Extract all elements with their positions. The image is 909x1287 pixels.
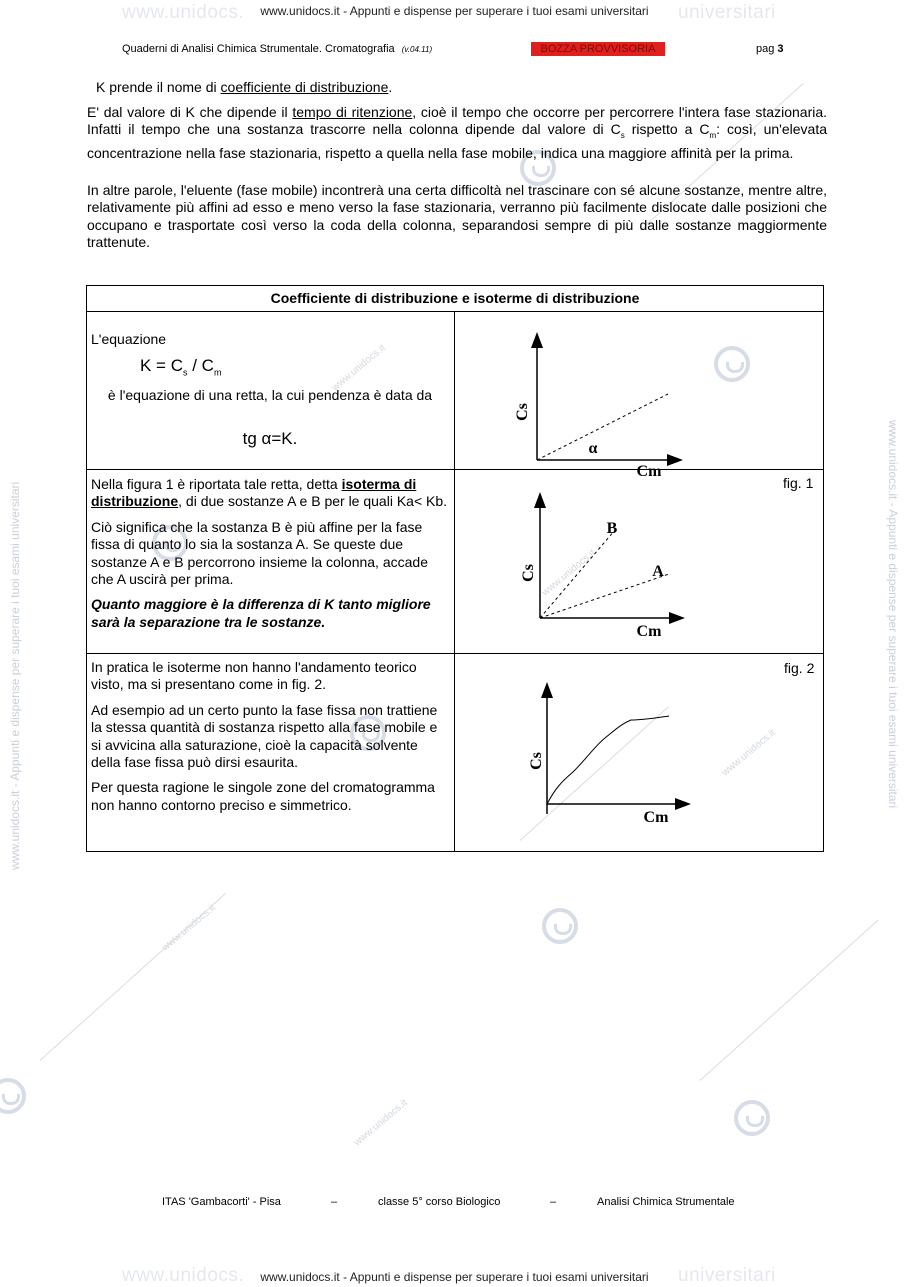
paragraph-k-name: K prende il nome di coefficiente di distribuzione. bbox=[96, 79, 393, 95]
isotherm-line-a bbox=[540, 574, 669, 618]
equation-intro: L'equazione bbox=[91, 331, 167, 347]
y-axis-arrow-icon bbox=[531, 332, 543, 348]
equation-formula: $K = C_s / C_m$ bbox=[140, 356, 222, 378]
watermark-side-right: www.unidocs.it - Appunti e dispense per superare i tuoi esami universitari bbox=[886, 420, 900, 809]
alpha-label: α bbox=[588, 440, 598, 457]
graph-linear-isotherm bbox=[455, 312, 823, 480]
footer-subject: Analisi Chimica Strumentale bbox=[597, 1196, 735, 1208]
series-a-label: A bbox=[652, 563, 664, 580]
table-title: Coefficiente di distribuzione e isoterme di distribuzione bbox=[270, 290, 640, 306]
saturation-text: Ad esempio ad un certo punto la fase fissa non trattiene la stessa quantità di sostanza rispetto alla fase mobile e si avvicina alla saturazione, cioè la capacità solvente della fase fissa può dirsi esaurita. bbox=[91, 701, 438, 771]
watermark-top: www.unidocs.it - Appunti e dispense per superare i tuoi esami universitari bbox=[260, 4, 649, 18]
footer-class: classe 5° corso Biologico bbox=[378, 1196, 501, 1208]
watermark-bottom: www.unidocs.it - Appunti e dispense per superare i tuoi esami universitari bbox=[260, 1270, 649, 1284]
fig-2-label: fig. 2 bbox=[784, 660, 815, 676]
fig-1-label: fig. 1 bbox=[783, 475, 814, 491]
footer-dash: – bbox=[331, 1196, 338, 1208]
graph-real-isotherm bbox=[455, 654, 823, 851]
draft-badge: BOZZA PROVVISORIA bbox=[531, 42, 665, 56]
x-axis-label: Cm bbox=[636, 623, 662, 640]
watermark-diag-2: www.unidocs.it bbox=[540, 547, 598, 599]
equation-slope: tg α=K. bbox=[242, 429, 298, 448]
isotherm-line bbox=[537, 394, 668, 460]
watermark-ghost-right-bottom: universitari bbox=[678, 1265, 776, 1286]
chromatogram-text: Per questa ragione le singole zone del cromatogramma non hanno contorno preciso e simmetrico. bbox=[91, 779, 435, 813]
watermark-ghost-left: www.unidocs. bbox=[122, 2, 245, 23]
watermark-ghost-left-bottom: www.unidocs. bbox=[122, 1265, 245, 1286]
paragraph-retention-time: E' dal valore di K che dipende il tempo di ritenzione, cioè il tempo che occorre per percorrere l'intera fase stazionaria. Infatti il tempo che una sostanza trascorre nella colonna dipende dal valore di $C_s$ rispetto a $C_m$: così, un'elevata concentrazione nella fase stazionaria, rispetto a quella nella fase mobile, indica una maggiore affinità per la prima. bbox=[87, 104, 828, 161]
watermark-logo-icon bbox=[734, 1100, 770, 1136]
watermark-side-left: www.unidocs.it - Appunti e dispense per superare i tuoi esami universitari bbox=[8, 481, 22, 870]
watermark-diag-4: www.unidocs.it bbox=[160, 902, 218, 954]
watermark-diag-1: www.unidocs.it bbox=[330, 342, 388, 394]
footer-school: ITAS 'Gambacorti' - Pisa bbox=[162, 1196, 281, 1208]
watermark-logo-icon bbox=[542, 908, 578, 944]
watermark-line bbox=[700, 920, 879, 1081]
page-number: pag 3 bbox=[756, 43, 784, 55]
x-axis-label: Cm bbox=[636, 463, 662, 480]
affinity-text: Ciò significa che la sostanza B è più affine per la fase fissa di quanto lo sia la sostanza A. Se queste due sostanze A e B percorrono insieme la colonna, accade che A uscirà per prima. bbox=[91, 518, 428, 588]
practice-text: In pratica le isoterme non hanno l'andamento teorico visto, ma si presentano come in fig. 2. Ad esempio ad un certo punto la fase fissa non trattiene la stessa quantità di sostanza rispetto alla fase mobile e si avvicina alla saturazione, cioè la capacità solvente della fase fissa può dirsi esaurita. Per questa ragione le singole zone del cromatogramma non hanno contorno preciso e simmetrico. bbox=[91, 659, 449, 822]
series-b-label: B bbox=[606, 520, 618, 537]
paragraph-eluent: In altre parole, l'eluente (fase mobile) incontrerà una certa difficoltà nel trascinare con sé alcune sostanze, mentre altre, relativamente più affini ad esso e meno verso la fase stazionaria, verranno più facilmente dislocate dalle posizioni che occupano e trasportate così verso la coda della colonna, separandosi sempre di più dalle sostanze maggiormente trattenute. bbox=[87, 182, 827, 251]
equation-description: è l'equazione di una retta, la cui pendenza è data da bbox=[107, 387, 433, 403]
separation-text: Quanto maggiore è la differenza di K tanto migliore sarà la separazione tra le sostanze. bbox=[91, 596, 431, 630]
y-axis-label: Cs bbox=[528, 752, 545, 770]
isotherm-line-b bbox=[540, 530, 615, 618]
x-axis-arrow-icon bbox=[667, 454, 683, 466]
x-axis-arrow-icon bbox=[669, 612, 685, 624]
watermark-diag-5: www.unidocs.it bbox=[352, 1097, 410, 1149]
y-axis-arrow-icon bbox=[541, 682, 553, 698]
footer-dash: – bbox=[550, 1196, 557, 1208]
y-axis-label: Cs bbox=[514, 403, 531, 421]
isotherm-text: Nella figura 1 è riportata tale retta, detta isoterma di distribuzione, di due sostanze A e B per le quali Ka< Kb. Ciò significa che la sostanza B è più affine per la fase fissa di quanto lo sia la sostanza A. Se queste due sostanze A e B percorrono insieme la colonna, accade che A uscirà per prima. Quanto maggiore è la differenza di K tanto migliore sarà la separazione tra le sostanze. bbox=[91, 476, 448, 630]
y-axis-label: Cs bbox=[520, 564, 537, 582]
header-title: Quaderni di Analisi Chimica Strumentale. Cromatografia (v.04.11) bbox=[122, 43, 433, 55]
watermark-logo-icon bbox=[0, 1078, 26, 1114]
watermark-line bbox=[40, 893, 226, 1061]
x-axis-arrow-icon bbox=[675, 798, 691, 810]
header-version: (v.04.11) bbox=[401, 45, 433, 54]
y-axis-arrow-icon bbox=[534, 492, 546, 508]
graph-isotherm-a-b bbox=[455, 470, 823, 653]
watermark-ghost-right: universitari bbox=[678, 2, 776, 23]
watermark-diag-3: www.unidocs.it bbox=[720, 727, 778, 779]
x-axis-label: Cm bbox=[643, 809, 669, 826]
real-isotherm-curve bbox=[547, 716, 669, 804]
